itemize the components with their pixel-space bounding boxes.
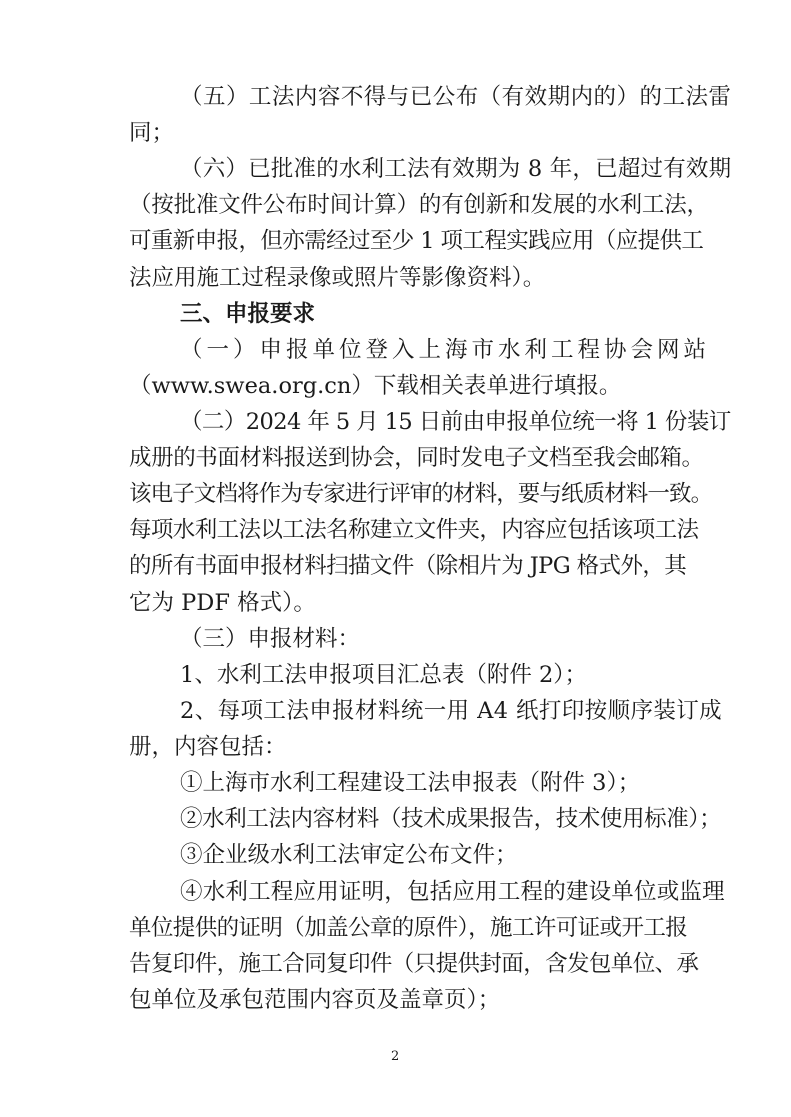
text-line: 单位提供的证明（加盖公章的原件），施工许可证或开工报	[129, 915, 688, 941]
text-line: ①上海市水利工程建设工法申报表（附件 3）；	[180, 770, 641, 796]
text-line: （三）申报材料：	[180, 626, 361, 652]
text-line: 它为 PDF 格式）。	[129, 590, 316, 616]
page-number: 2	[391, 1049, 400, 1064]
text-line: （六）已批准的水利工法有效期为 8 年，已超过有效期	[180, 156, 732, 182]
text-line: 册，内容包括：	[129, 734, 287, 760]
section-heading: 三、申报要求	[180, 301, 316, 327]
text-line: 法应用施工过程录像或照片等影像资料）。	[129, 265, 546, 291]
text-line: 包单位及承包范围内容页及盖章页）；	[129, 987, 501, 1013]
text-line: 可重新申报，但亦需经过至少 1 项工程实践应用（应提供工	[129, 228, 704, 254]
text-line: 告复印件，施工合同复印件（只提供封面，含发包单位、承	[129, 951, 699, 977]
text-line: （一）申报单位登入上海市水利工程协会网站	[180, 337, 711, 363]
text-line: （按批准文件公布时间计算）的有创新和发展的水利工法，	[129, 192, 709, 218]
text-line: 的所有书面申报材料扫描文件（除相片为 JPG 格式外，其	[129, 553, 687, 579]
text-line: 每项水利工法以工法名称建立文件夹，内容应包括该项工法	[129, 517, 699, 543]
text-line: （二）2024 年 5 月 15 日前由申报单位统一将 1 份装订	[180, 409, 731, 435]
text-line: （www.swea.org.cn）下载相关表单进行填报。	[129, 373, 622, 399]
text-line: ④水利工程应用证明，包括应用工程的建设单位或监理	[180, 879, 725, 905]
text-line: （五）工法内容不得与已公布（有效期内的）的工法雷	[180, 84, 732, 110]
text-line: 2、每项工法申报材料统一用 A4 纸打印按顺序装订成	[180, 698, 723, 724]
text-line: ②水利工法内容材料（技术成果报告，技术使用标准）；	[180, 806, 722, 832]
text-line: 该电子文档将作为专家进行评审的材料，要与纸质材料一致。	[129, 481, 713, 507]
text-line: 成册的书面材料报送到协会，同时发电子文档至我会邮箱。	[129, 445, 704, 471]
text-line: 1、水利工法申报项目汇总表（附件 2）；	[180, 662, 588, 688]
text-line: ③企业级水利工法审定公布文件；	[180, 842, 518, 868]
text-line: 同；	[129, 120, 175, 146]
